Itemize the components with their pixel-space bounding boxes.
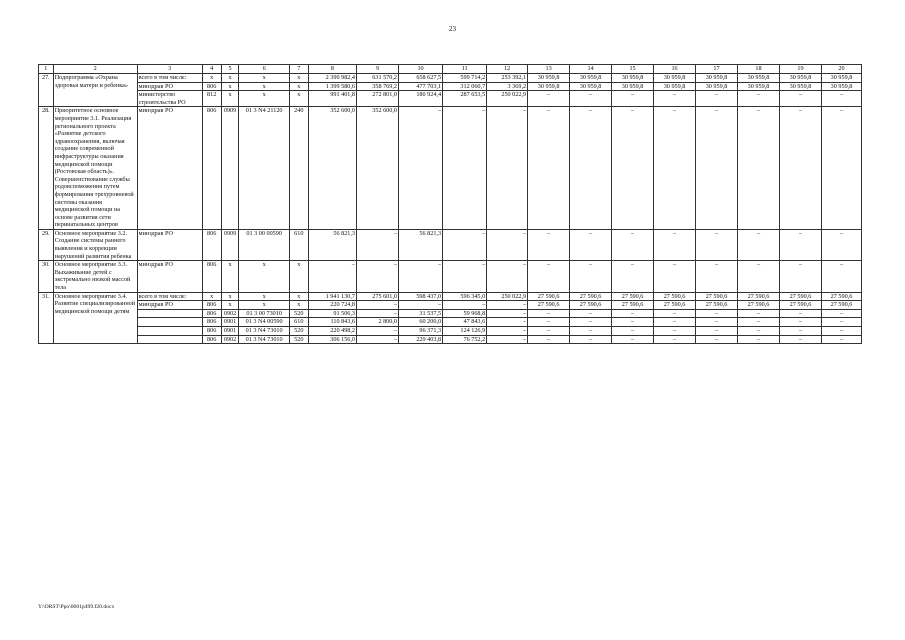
amount-cell: 30 959,8 [528, 74, 570, 83]
amount-cell: 30 959,8 [780, 74, 822, 83]
expense-type-cell: 520 [289, 327, 308, 336]
amount-cell: 30 959,8 [570, 74, 612, 83]
amount-cell: 477 703,1 [399, 82, 443, 91]
amount-cell: 27 590,6 [780, 292, 822, 301]
amount-cell: – [612, 229, 654, 260]
amount-cell: – [738, 229, 780, 260]
row-number-cell: 30. [39, 261, 54, 292]
amount-cell: – [654, 107, 696, 230]
table-row [39, 82, 862, 91]
amount-cell: 30 959,8 [570, 82, 612, 91]
amount-cell: 2 800,0 [357, 318, 399, 327]
amount-cell: 250 022,9 [487, 292, 528, 301]
section-code-cell: х [221, 292, 239, 301]
column-number-cell: 2 [53, 65, 137, 74]
amount-cell: – [821, 318, 861, 327]
target-code-cell: х [239, 91, 289, 107]
amount-cell: – [612, 261, 654, 292]
amount-cell: – [357, 327, 399, 336]
amount-cell: 27 590,6 [654, 292, 696, 301]
ministry-code-cell: 806 [202, 327, 221, 336]
table-row [39, 91, 862, 107]
executor-cell [137, 318, 202, 327]
amount-cell: – [487, 309, 528, 318]
amount-cell: – [528, 318, 570, 327]
amount-cell: 27 590,6 [696, 292, 738, 301]
table-row [39, 309, 862, 318]
target-code-cell: 01 3 N4 73010 [239, 335, 289, 344]
amount-cell: 220 498,2 [308, 327, 356, 336]
target-code-cell: х [239, 261, 289, 292]
column-number-row [39, 65, 862, 74]
amount-cell: – [654, 261, 696, 292]
amount-cell: – [738, 261, 780, 292]
column-number-cell: 10 [399, 65, 443, 74]
amount-cell: – [570, 335, 612, 344]
amount-cell: 27 590,6 [528, 301, 570, 310]
amount-cell: – [780, 261, 822, 292]
ministry-code-cell: 806 [202, 82, 221, 91]
amount-cell: 2 390 982,4 [308, 74, 356, 83]
amount-cell: – [399, 301, 443, 310]
amount-cell: 3 369,2 [487, 82, 528, 91]
amount-cell: – [528, 261, 570, 292]
amount-cell: – [738, 327, 780, 336]
amount-cell: 229 403,8 [399, 335, 443, 344]
table-row [39, 327, 862, 336]
section-code-cell: 0909 [221, 107, 239, 230]
amount-cell: – [357, 301, 399, 310]
expense-type-cell: х [289, 74, 308, 83]
ministry-code-cell: 806 [202, 107, 221, 230]
amount-cell: 30 959,8 [654, 82, 696, 91]
table-row [39, 301, 862, 310]
amount-cell: 180 924,4 [399, 91, 443, 107]
amount-cell: – [357, 261, 399, 292]
amount-cell: 1 941 130,7 [308, 292, 356, 301]
amount-cell: – [487, 327, 528, 336]
amount-cell: 110 843,6 [308, 318, 356, 327]
section-code-cell: х [221, 82, 239, 91]
amount-cell: 306 156,0 [308, 335, 356, 344]
amount-cell: – [443, 107, 487, 230]
amount-cell: – [780, 309, 822, 318]
expense-type-cell: 520 [289, 335, 308, 344]
amount-cell: – [487, 229, 528, 260]
amount-cell: – [696, 229, 738, 260]
expense-type-cell: х [289, 301, 308, 310]
executor-cell: минздрав РО [137, 107, 202, 230]
amount-cell: – [399, 261, 443, 292]
amount-cell: – [570, 107, 612, 230]
amount-cell: – [357, 229, 399, 260]
amount-cell: – [528, 335, 570, 344]
amount-cell: – [654, 309, 696, 318]
amount-cell: – [821, 91, 861, 107]
amount-cell: – [780, 107, 822, 230]
amount-cell: – [487, 318, 528, 327]
amount-cell: 91 506,3 [308, 309, 356, 318]
measure-name-cell: Основное мероприятие 3.2. Создание системы раннего выявления и коррекции нарушений развития ребенка [53, 229, 137, 260]
executor-cell: всего в том числе: [137, 74, 202, 83]
amount-cell: – [780, 318, 822, 327]
amount-cell: – [738, 318, 780, 327]
amount-cell: 27 590,6 [696, 301, 738, 310]
amount-cell: – [696, 261, 738, 292]
section-code-cell: 0902 [221, 309, 239, 318]
section-code-cell: х [221, 74, 239, 83]
amount-cell: 47 843,6 [443, 318, 487, 327]
row-number-cell: 31. [39, 292, 54, 344]
amount-cell: – [612, 318, 654, 327]
measure-name-cell: Подпрограмма «Охрана здоровья матери и ребенка» [53, 74, 137, 107]
amount-cell: – [528, 327, 570, 336]
amount-cell: – [738, 335, 780, 344]
amount-cell: 352 600,0 [308, 107, 356, 230]
amount-cell: – [821, 229, 861, 260]
amount-cell: 27 590,6 [821, 301, 861, 310]
row-number-cell: 27. [39, 74, 54, 107]
expense-type-cell: 610 [289, 229, 308, 260]
amount-cell: 27 590,6 [612, 301, 654, 310]
amount-cell: 250 022,9 [487, 91, 528, 107]
target-code-cell: х [239, 82, 289, 91]
amount-cell: 27 590,6 [528, 292, 570, 301]
amount-cell: – [780, 327, 822, 336]
expense-type-cell: 240 [289, 107, 308, 230]
executor-cell [137, 327, 202, 336]
table-row [39, 74, 862, 83]
section-code-cell: х [221, 261, 239, 292]
target-code-cell: 01 3 N4 73010 [239, 327, 289, 336]
column-number-cell: 12 [487, 65, 528, 74]
amount-cell: 27 590,6 [780, 301, 822, 310]
amount-cell: – [487, 261, 528, 292]
amount-cell: – [738, 107, 780, 230]
amount-cell: – [570, 327, 612, 336]
amount-cell: 352 600,0 [357, 107, 399, 230]
amount-cell: 56 821,3 [399, 229, 443, 260]
amount-cell: – [528, 107, 570, 230]
amount-cell: – [821, 261, 861, 292]
executor-cell [137, 335, 202, 344]
amount-cell: – [399, 107, 443, 230]
target-code-cell: х [239, 301, 289, 310]
amount-cell: – [654, 91, 696, 107]
amount-cell: 124 126,9 [443, 327, 487, 336]
budget-table-grid [38, 64, 862, 344]
amount-cell: – [654, 229, 696, 260]
column-number-cell: 1 [39, 65, 54, 74]
expense-type-cell: 520 [289, 309, 308, 318]
amount-cell: 1 399 580,6 [308, 82, 356, 91]
measure-name-cell: Приоритетное основное мероприятие 3.1. Реализация регионального проекта «Развитие детского здравоохранения, включая создание современной инфраструктуры оказания медицинской помощи (Ростовская область)». Совершенствование службы родовспоможения путем формирования трехуровневой системы оказания медицинской помощи на основе развития сети перинатальных центров [53, 107, 137, 230]
table-row [39, 229, 862, 260]
amount-cell: – [738, 91, 780, 107]
amount-cell: – [696, 91, 738, 107]
amount-cell: 30 959,8 [612, 74, 654, 83]
amount-cell: 30 959,8 [738, 74, 780, 83]
expense-type-cell: х [289, 261, 308, 292]
column-number-cell: 9 [357, 65, 399, 74]
amount-cell: – [696, 327, 738, 336]
amount-cell: 27 590,6 [570, 292, 612, 301]
amount-cell: – [487, 107, 528, 230]
amount-cell: – [528, 229, 570, 260]
amount-cell: – [443, 301, 487, 310]
column-number-cell: 13 [528, 65, 570, 74]
column-number-cell: 3 [137, 65, 202, 74]
amount-cell: 60 200,0 [399, 318, 443, 327]
amount-cell: – [357, 335, 399, 344]
executor-cell: минздрав РО [137, 229, 202, 260]
budget-table [38, 64, 862, 344]
table-row [39, 318, 862, 327]
amount-cell: – [612, 335, 654, 344]
amount-cell: – [357, 309, 399, 318]
section-code-cell: х [221, 301, 239, 310]
amount-cell: – [528, 91, 570, 107]
column-number-cell: 19 [780, 65, 822, 74]
amount-cell: – [443, 261, 487, 292]
executor-cell: всего в том числе: [137, 292, 202, 301]
target-code-cell: х [239, 292, 289, 301]
amount-cell: – [612, 107, 654, 230]
amount-cell: 275 601,0 [357, 292, 399, 301]
amount-cell: – [696, 335, 738, 344]
amount-cell: – [654, 318, 696, 327]
amount-cell: 27 590,6 [821, 292, 861, 301]
amount-cell: 30 959,8 [528, 82, 570, 91]
column-number-cell: 8 [308, 65, 356, 74]
ministry-code-cell: 806 [202, 309, 221, 318]
amount-cell: – [780, 91, 822, 107]
amount-cell: – [570, 91, 612, 107]
expense-type-cell: х [289, 91, 308, 107]
amount-cell: 27 590,6 [738, 292, 780, 301]
amount-cell: 272 801,0 [357, 91, 399, 107]
amount-cell: 358 769,2 [357, 82, 399, 91]
column-number-cell: 5 [221, 65, 239, 74]
ministry-code-cell: 812 [202, 91, 221, 107]
amount-cell: – [821, 327, 861, 336]
amount-cell: 312 060,7 [443, 82, 487, 91]
amount-cell: – [696, 309, 738, 318]
executor-cell: минздрав РО [137, 301, 202, 310]
amount-cell: – [780, 335, 822, 344]
expense-type-cell: х [289, 82, 308, 91]
ministry-code-cell: х [202, 292, 221, 301]
amount-cell: – [821, 335, 861, 344]
amount-cell: – [654, 335, 696, 344]
executor-cell: министерство строительства РО [137, 91, 202, 107]
row-number-cell: 28. [39, 107, 54, 230]
amount-cell: – [487, 335, 528, 344]
amount-cell: 30 959,8 [612, 82, 654, 91]
amount-cell: 96 371,3 [399, 327, 443, 336]
amount-cell: 253 392,1 [487, 74, 528, 83]
target-code-cell: 01 3 00 73010 [239, 309, 289, 318]
amount-cell: 27 590,6 [654, 301, 696, 310]
column-number-cell: 20 [821, 65, 861, 74]
amount-cell: – [528, 309, 570, 318]
ministry-code-cell: 806 [202, 318, 221, 327]
ministry-code-cell: 806 [202, 229, 221, 260]
row-number-cell: 29. [39, 229, 54, 260]
amount-cell: – [612, 309, 654, 318]
page-number: 23 [449, 25, 456, 33]
amount-cell: 598 437,0 [399, 292, 443, 301]
ministry-code-cell: 806 [202, 261, 221, 292]
column-number-cell: 4 [202, 65, 221, 74]
target-code-cell: х [239, 74, 289, 83]
amount-cell: 30 959,8 [696, 82, 738, 91]
column-number-cell: 18 [738, 65, 780, 74]
amount-cell: – [738, 309, 780, 318]
section-code-cell: 0901 [221, 318, 239, 327]
amount-cell: 27 590,6 [738, 301, 780, 310]
column-number-cell: 16 [654, 65, 696, 74]
amount-cell: – [308, 261, 356, 292]
amount-cell: 30 959,8 [654, 74, 696, 83]
amount-cell: 30 959,8 [780, 82, 822, 91]
target-code-cell: 01 3 N4 00590 [239, 318, 289, 327]
section-code-cell: 0901 [221, 327, 239, 336]
amount-cell: – [570, 318, 612, 327]
expense-type-cell: х [289, 292, 308, 301]
amount-cell: – [570, 261, 612, 292]
amount-cell: 287 653,5 [443, 91, 487, 107]
section-code-cell: 0909 [221, 229, 239, 260]
table-row [39, 335, 862, 344]
amount-cell: 27 590,6 [612, 292, 654, 301]
section-code-cell: х [221, 91, 239, 107]
expense-type-cell: 610 [289, 318, 308, 327]
amount-cell: – [443, 229, 487, 260]
amount-cell: – [696, 107, 738, 230]
ministry-code-cell: 806 [202, 335, 221, 344]
amount-cell: – [612, 327, 654, 336]
executor-cell [137, 309, 202, 318]
section-code-cell: 0902 [221, 335, 239, 344]
table-row [39, 107, 862, 230]
column-number-cell: 6 [239, 65, 289, 74]
amount-cell: 220 724,8 [308, 301, 356, 310]
amount-cell: 59 968,8 [443, 309, 487, 318]
amount-cell: 30 959,8 [738, 82, 780, 91]
amount-cell: – [821, 309, 861, 318]
measure-name-cell: Основное мероприятие 3.3. Выхаживание детей с экстремально низкой массой тела [53, 261, 137, 292]
amount-cell: – [696, 318, 738, 327]
amount-cell: – [612, 91, 654, 107]
amount-cell: 596 345,0 [443, 292, 487, 301]
footer-file-path: Y:\ORST\Ppo\0601p499.f20.docx [38, 604, 115, 610]
measure-name-cell: Основное мероприятие 3.4. Развитие специализированной медицинской помощи детям [53, 292, 137, 344]
table-row [39, 261, 862, 292]
amount-cell: 599 714,2 [443, 74, 487, 83]
ministry-code-cell: 806 [202, 301, 221, 310]
amount-cell: 991 401,8 [308, 91, 356, 107]
amount-cell: 27 590,6 [570, 301, 612, 310]
column-number-cell: 15 [612, 65, 654, 74]
executor-cell: минздрав РО [137, 82, 202, 91]
amount-cell: – [570, 309, 612, 318]
table-row [39, 292, 862, 301]
column-number-cell: 14 [570, 65, 612, 74]
amount-cell: 56 821,3 [308, 229, 356, 260]
column-number-cell: 17 [696, 65, 738, 74]
amount-cell: 631 570,2 [357, 74, 399, 83]
amount-cell: 30 959,8 [821, 82, 861, 91]
amount-cell: 30 959,8 [821, 74, 861, 83]
amount-cell: – [654, 327, 696, 336]
amount-cell: 31 537,5 [399, 309, 443, 318]
amount-cell: – [821, 107, 861, 230]
executor-cell: минздрав РО [137, 261, 202, 292]
target-code-cell: 01 3 N4 21120 [239, 107, 289, 230]
column-number-cell: 7 [289, 65, 308, 74]
target-code-cell: 01 3 00 00590 [239, 229, 289, 260]
amount-cell: – [570, 229, 612, 260]
amount-cell: 30 959,8 [696, 74, 738, 83]
ministry-code-cell: х [202, 74, 221, 83]
amount-cell: 658 627,5 [399, 74, 443, 83]
amount-cell: 76 752,2 [443, 335, 487, 344]
amount-cell: – [780, 229, 822, 260]
column-number-cell: 11 [443, 65, 487, 74]
amount-cell: – [487, 301, 528, 310]
